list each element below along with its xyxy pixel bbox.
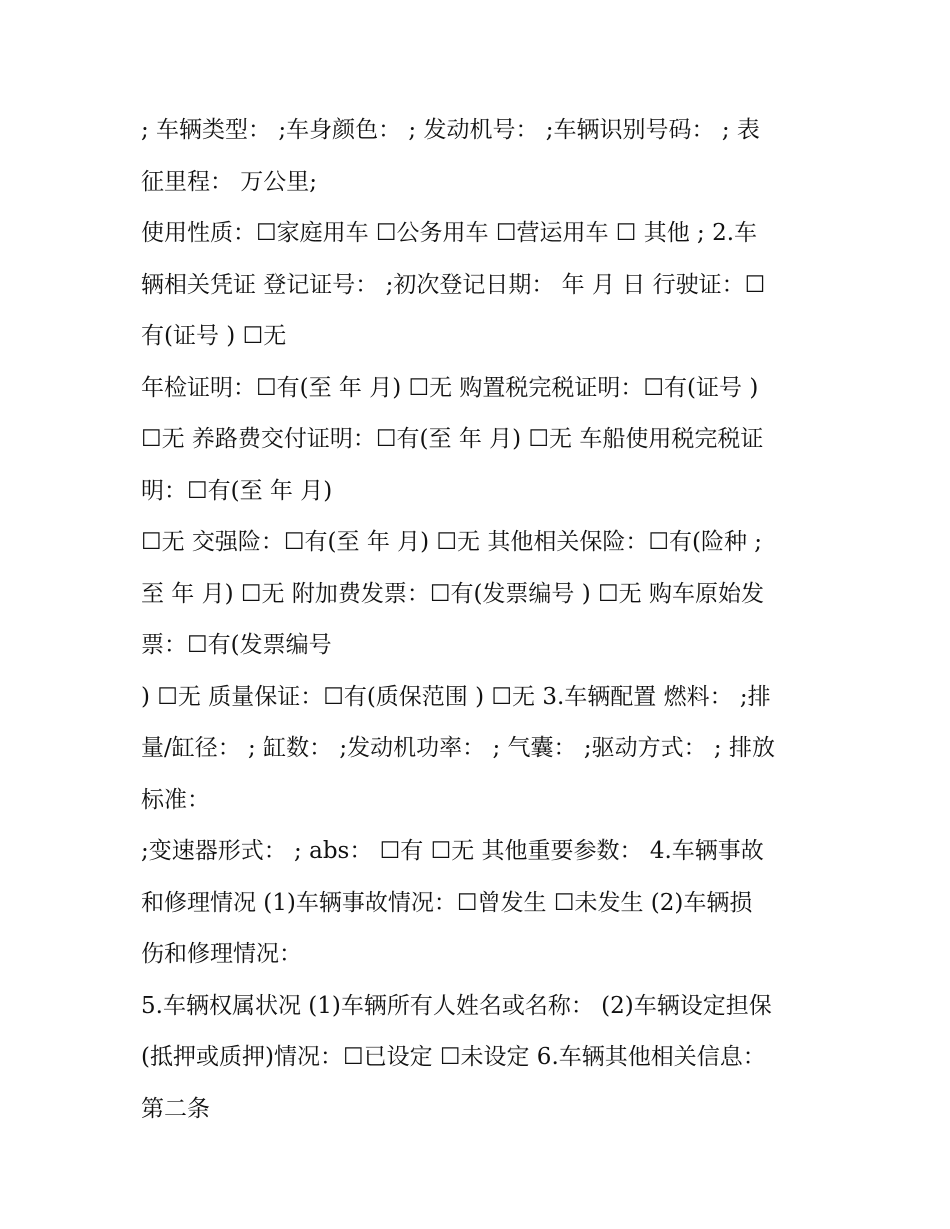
text-line: 量/缸径： ; 缸数： ;发动机功率： ; 气囊： ;驱动方式： ; 排放 [141,735,775,761]
text-line: ) ☐无 质量保证：☐有(质保范围 ) ☐无 3.车辆配置 燃料： ;排 [141,683,771,710]
text-line: 伤和修理情况： [141,941,302,967]
text-line: 5.车辆权属状况 (1)车辆所有人姓名或名称： (2)车辆设定担保 [141,992,772,1019]
contract-text-body [141,105,811,1135]
text-line: 征里程： 万公里; [141,168,318,195]
text-line: 标准： [141,786,210,813]
text-line: ☐无 养路费交付证明：☐有(至 年 月) ☐无 车船使用税完税证 [141,426,764,452]
text-line: 至 年 月) ☐无 附加费发票：☐有(发票编号 ) ☐无 购车原始发 [141,580,764,607]
text-line: ; 车辆类型： ;车身颜色： ; 发动机号： ;车辆识别号码： ; 表 [141,117,760,143]
text-line: ☐无 交强险：☐有(至 年 月) ☐无 其他相关保险：☐有(险种 ; [141,529,763,555]
text-line: (抵押或质押)情况：☐已设定 ☐未设定 6.车辆其他相关信息： [141,1044,766,1070]
text-line: 有(证号 ) ☐无 [141,323,287,349]
text-line: 票：☐有(发票编号 [141,632,332,658]
text-line: 明：☐有(至 年 月) [141,477,333,504]
text-line: 第二条 [141,1095,210,1122]
text-line: 使用性质：☐家庭用车 ☐公务用车 ☐营运用车 ☐ 其他 ; 2.车 [141,220,758,246]
text-line: 辆相关凭证 登记证号： ;初次登记日期： 年 月 日 行驶证：☐ [141,271,766,298]
text-line: 和修理情况 (1)车辆事故情况：☐曾发生 ☐未发生 (2)车辆损 [141,889,753,916]
text-line: 年检证明：☐有(至 年 月) ☐无 购置税完税证明：☐有(证号 ) [141,374,759,401]
text-line: ;变速器形式： ; abs： ☐有 ☐无 其他重要参数： 4.车辆事故 [141,838,764,864]
